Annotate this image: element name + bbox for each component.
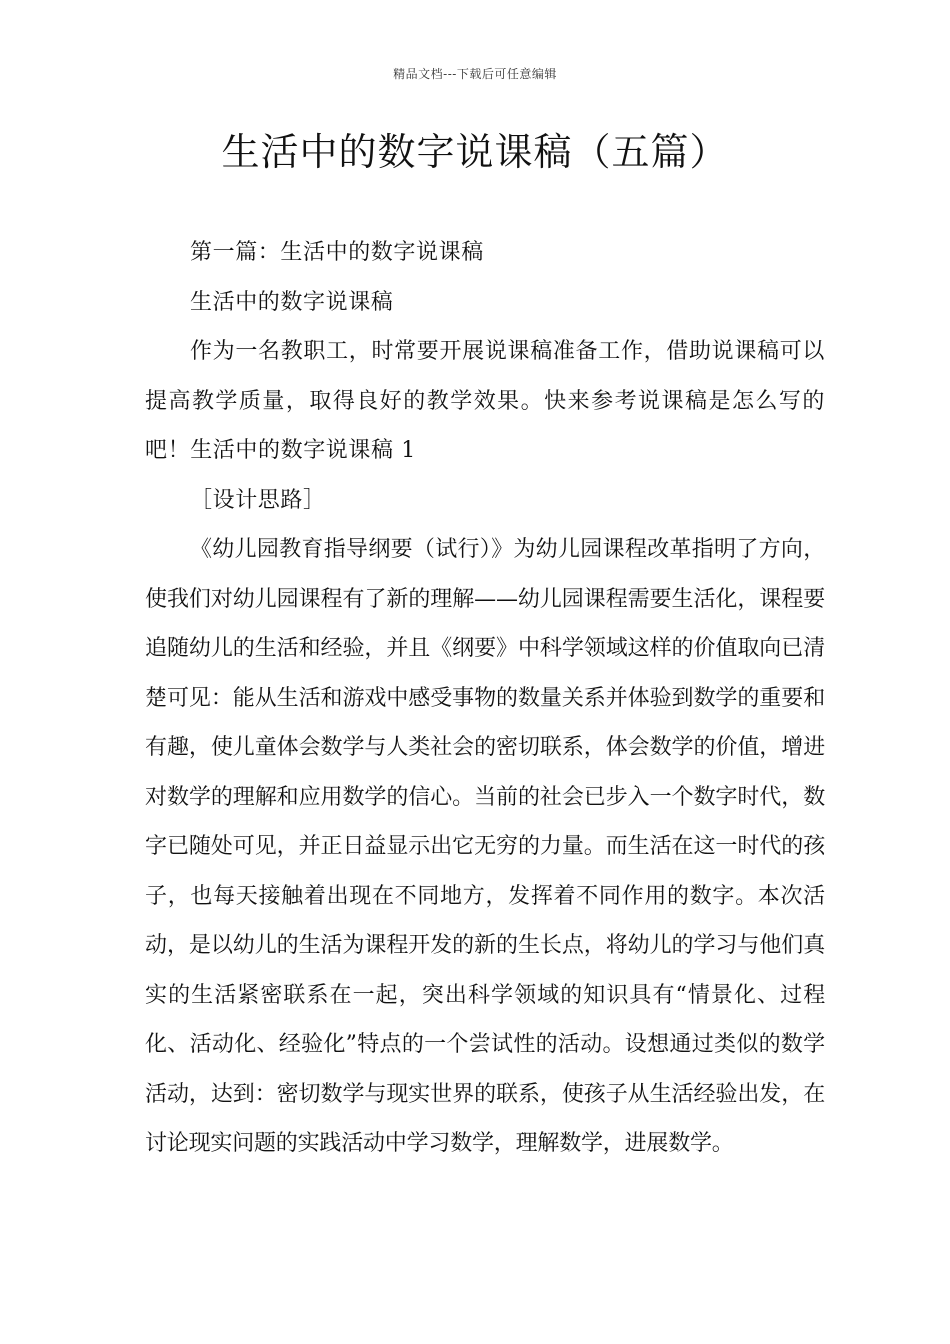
intro-paragraph: 作为一名教职工，时常要开展说课稿准备工作，借助说课稿可以提高教学质量，取得良好的教学效果。快来参考说课稿是怎么写的吧！生活中的数字说课稿 1 xyxy=(145,339,825,463)
design-heading: ［设计思路］ xyxy=(190,487,326,513)
document-body xyxy=(145,228,825,1169)
document-title: 生活中的数字说课稿（五篇） xyxy=(221,130,729,174)
section-heading: 第一篇：生活中的数字说课稿 xyxy=(190,240,484,265)
subtitle: 生活中的数字说课稿 xyxy=(190,289,394,315)
design-paragraph: 《幼儿园教育指导纲要（试行）》为幼儿园课程改革指明了方向，使我们对幼儿园课程有了新的理解——幼儿园课程需要生活化，课程要追随幼儿的生活和经验，并且《纲要》中科学领域这样的价值取向已清楚可见：能从生活和游戏中感受事物的数量关系并体验到数学的重要和有趣，使儿童体会数学与人类社会的密切联系，体会数学的价值，增进对数学的理解和应用数学的信心。当前的社会已步入一个数字时代，数字已随处可见，并正日益显示出它无穷的力量。而生活在这一时代的孩子，也每天接触着出现在不同地方，发挥着不同作用的数字。本次活动，是以幼儿的生活为课程开发的新的生长点，将幼儿的学习与他们真实的生活紧密联系在一起，突出科学领域的知识具有“情景化、过程化、活动化、经验化”特点的一个尝试性的活动。设想通过类似的数学活动，达到：密切数学与现实世界的联系，使孩子从生活经验出发，在讨论现实问题的实践活动中学习数学，理解数学，进展数学。 xyxy=(145,537,825,1156)
header-note: 精品文档---下载后可任意编辑 xyxy=(393,67,557,81)
